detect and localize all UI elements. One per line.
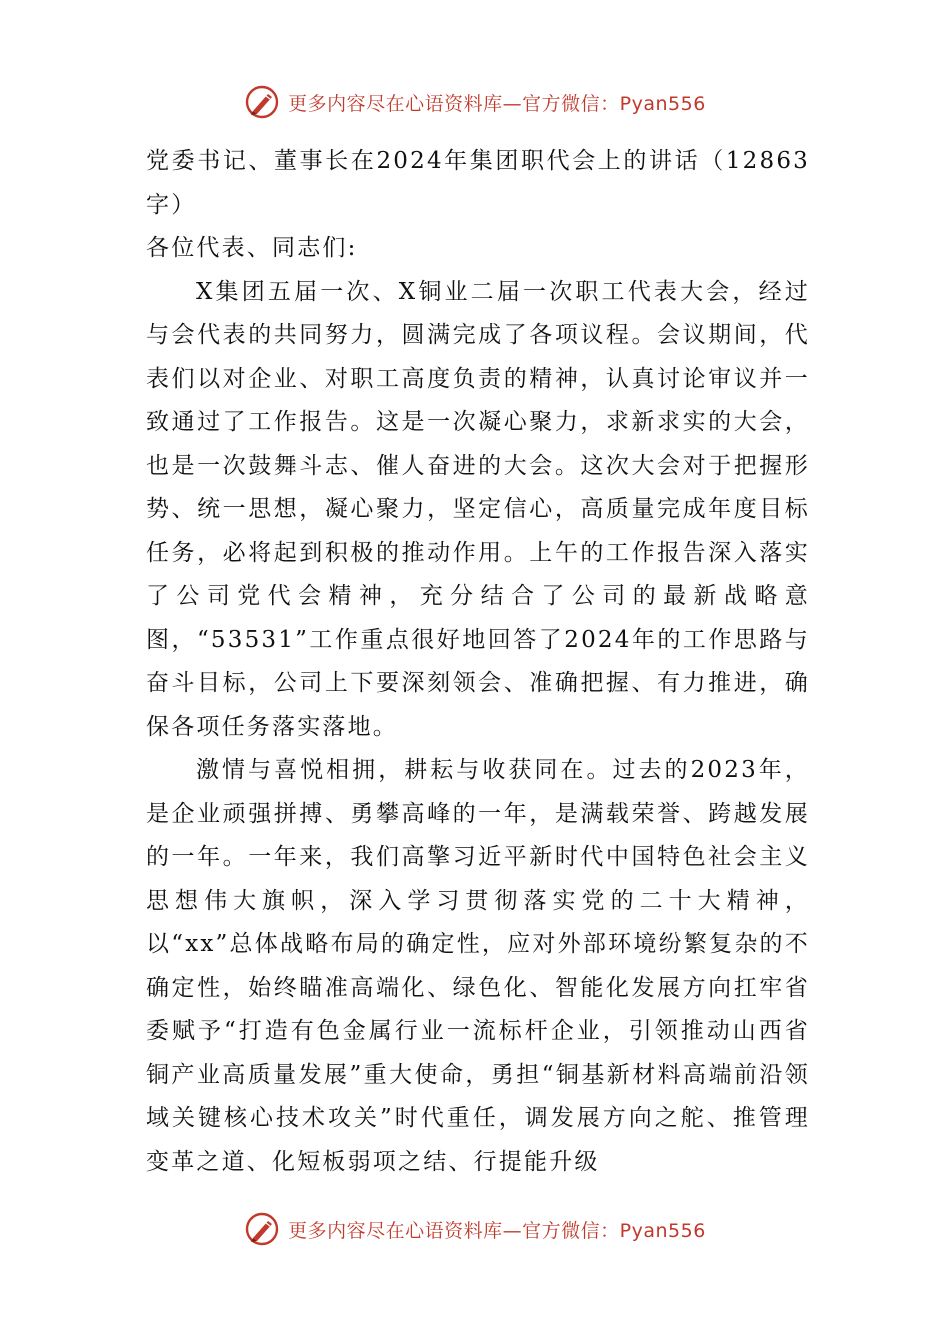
- document-body: [146, 140, 810, 1184]
- body-paragraph: 激情与喜悦相拥，耕耘与收获同在。过去的2023年，是企业顽强拼搏、勇攀高峰的一年，是满载荣誉、跨越发展的一年。一年来，我们高擎习近平新时代中国特色社会主义思想伟大旗帜，深入学习贯彻落实党的二十大精神，以“xx”总体战略布局的确定性，应对外部环境纷繁复杂的不确定性，始终瞄准高端化、绿色化、智能化发展方向扛牢省委赋予“打造有色金属行业一流标杆企业，引领推动山西省铜产业高质量发展”重大使命，勇担“铜基新材料高端前沿领域关键核心技术攻关”时代重任，调发展方向之舵、推管理变革之道、化短板弱项之结、行提能升级: [146, 757, 810, 1175]
- footer-watermark: [0, 1207, 950, 1251]
- pen-logo-icon: [244, 84, 280, 120]
- watermark-text: 更多内容尽在心语资料库—官方微信：Pyan556: [288, 1219, 706, 1242]
- salutation: 各位代表、同志们:: [146, 235, 358, 261]
- header-watermark: [0, 80, 950, 124]
- document-title: 党委书记、董事长在2024年集团职代会上的讲话（12863字）: [146, 148, 810, 218]
- watermark-text: 更多内容尽在心语资料库—官方微信：Pyan556: [288, 92, 706, 115]
- body-paragraph: X集团五届一次、X铜业二届一次职工代表大会，经过与会代表的共同努力，圆满完成了各项议程。会议期间，代表们以对企业、对职工高度负责的精神，认真讨论审议并一致通过了工作报告。这是一次凝心聚力，求新求实的大会，也是一次鼓舞斗志、催人奋进的大会。这次大会对于把握形势、统一思想，凝心聚力，坚定信心，高质量完成年度目标任务，必将起到积极的推动作用。上午的工作报告深入落实了公司党代会精神，充分结合了公司的最新战略意图，“53531”工作重点很好地回答了2024年的工作思路与奋斗目标，公司上下要深刻领会、准确把握、有力推进，确保各项任务落实落地。: [146, 278, 810, 740]
- pen-logo-icon: [244, 1211, 280, 1247]
